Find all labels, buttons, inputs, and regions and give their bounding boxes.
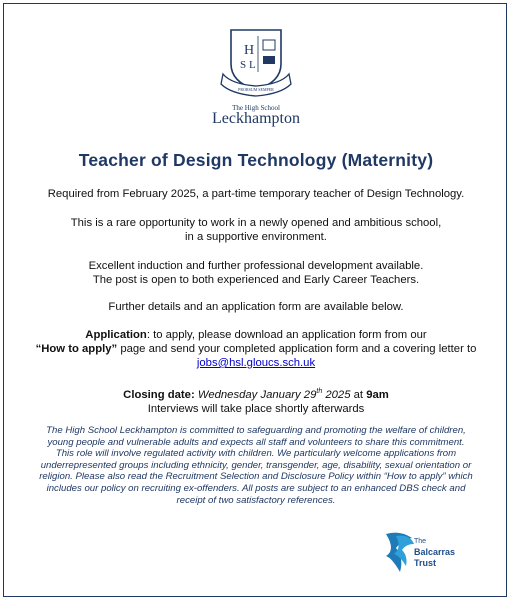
induction-line-2: The post is open to both experienced and Early Career Teachers. bbox=[92, 274, 420, 286]
opportunity-paragraph bbox=[10, 216, 502, 244]
crest-monogram: H bbox=[244, 43, 255, 58]
footer-line: religion. Please also read the Recruitment Selection and Disclosure Policy within “How to apply” which bbox=[39, 471, 473, 483]
trust-name-1: Balcarras bbox=[414, 547, 456, 557]
closing-paragraph bbox=[10, 385, 502, 416]
opportunity-line-1: This is a rare opportunity to work in a newly opened and ambitious school, bbox=[70, 217, 442, 229]
closing-date-year: 2025 bbox=[322, 388, 351, 401]
svg-text:L: L bbox=[249, 59, 256, 71]
school-name: Leckhampton bbox=[212, 110, 300, 127]
closing-date-suffix: th bbox=[316, 388, 323, 395]
closing-date-value: Wednesday January 29 bbox=[197, 388, 317, 401]
closing-at: at bbox=[350, 388, 367, 401]
page-title: Teacher of Design Technology (Maternity) bbox=[78, 150, 434, 170]
application-text-2: page and send your completed application form and a covering letter to bbox=[117, 343, 477, 355]
intro-text: Required from February 2025, a part-time temporary teacher of Design Technology. bbox=[47, 188, 465, 200]
footer-line: receipt of two satisfactory references. bbox=[176, 494, 336, 506]
school-name-small: The High School bbox=[232, 104, 280, 112]
induction-paragraph bbox=[10, 259, 502, 287]
footer-line: This role will involve regulated activity with children. We particularly welcome applications from bbox=[55, 448, 457, 460]
application-text-1: : to apply, please download an application form from our bbox=[146, 329, 427, 341]
footer-line: The High School Leckhampton is committed to safeguarding and promoting the welfare of children, bbox=[46, 425, 466, 436]
trust-name bbox=[414, 536, 455, 569]
how-to-apply-link[interactable]: “How to apply” bbox=[35, 343, 118, 355]
closing-date-label: Closing date: bbox=[123, 388, 195, 401]
further-details-text: Further details and an application form are available below. bbox=[108, 301, 404, 313]
trust-name-2: Trust bbox=[414, 558, 437, 568]
closing-time: 9am bbox=[366, 388, 389, 401]
application-label: Application bbox=[85, 329, 147, 341]
footer-line: underrepresented groups including ethnicity, gender, transgender, age, disability, sexual orientation or bbox=[40, 459, 472, 471]
trust-the: The bbox=[414, 538, 427, 545]
school-crest-icon bbox=[211, 24, 301, 102]
application-paragraph bbox=[10, 328, 502, 370]
email-link[interactable]: jobs@hsl.gloucs.sch.uk bbox=[196, 357, 316, 369]
safeguarding-statement bbox=[10, 425, 502, 506]
footer-line: young people and vulnerable adults and expects all staff and volunteers to share this commitment. bbox=[47, 436, 465, 448]
interviews-text: Interviews will take place shortly afterwards bbox=[147, 402, 365, 415]
svg-text:S: S bbox=[240, 59, 247, 71]
svg-text:PRORSUM SEMPER: PRORSUM SEMPER bbox=[238, 87, 274, 92]
footer-line: includes our policy on recruiting ex-offenders. All posts are subject to an enhanced DBS check and bbox=[46, 482, 466, 494]
opportunity-line-2: in a supportive environment. bbox=[185, 231, 327, 243]
induction-line-1: Excellent induction and further professional development available. bbox=[88, 260, 424, 272]
school-logo bbox=[0, 24, 512, 102]
